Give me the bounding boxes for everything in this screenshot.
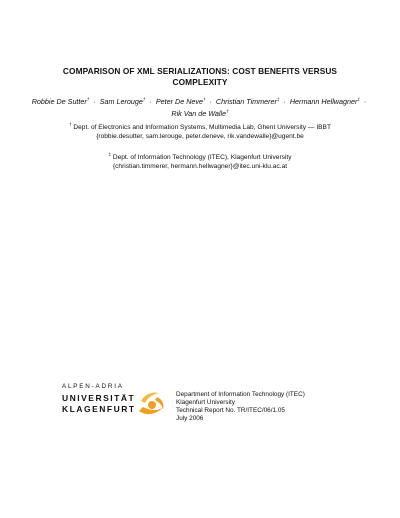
report-date: July 2006 [176,415,204,422]
author-separator: · [149,97,152,106]
report-department: Department of Information Technology (ITEC) [176,391,305,398]
affiliation-line: † Dept. of Electronics and Information Systems, Multimedia Lab, Ghent University — IBBT [69,122,331,131]
university-logo [62,383,172,431]
affiliation-emails: {robbie.desutter, sam.lerouge, peter.deneve, rik.vandewalle}@ugent.be [96,133,304,140]
author: Rik Van de Walle† [171,108,229,118]
author: Sam Lerouge† [99,97,146,106]
affiliation-klagenfurt [40,150,360,171]
author: Hermann Hellwagner‡ [289,97,360,106]
paper-title: COMPARISON OF XML SERIALIZATIONS: COST BENEFITS VERSUS COMPLEXITY [62,66,338,87]
author-separator: · [209,97,212,106]
affiliation-emails: {christian.timmerer, hermann.hellwagner}@itec.uni-klu.ac.at [112,163,288,170]
author: Peter De Neve† [155,97,206,106]
author: Robbie De Sutter† [31,97,90,106]
author-separator: · [283,97,286,106]
logo-text-line1: ALPEN-ADRIA [62,383,124,390]
report-number: Technical Report No. TR/ITEC/06/1.05 [176,407,285,414]
author-separator: · [93,97,96,106]
sunburst-logo-icon [135,387,167,417]
author-separator: · [363,97,367,106]
author: Christian Timmerer‡ [215,97,280,106]
author-list [30,95,370,118]
logo-text-line2: UNIVERSITÄT [62,393,136,403]
report-university: Klagenfurt University [176,399,235,406]
affiliation-line: ‡ Dept. of Information Technology (ITEC), Klagenfurt University [108,152,292,161]
report-info [176,391,376,423]
affiliation-ghent [40,120,360,141]
logo-text-line3: KLAGENFURT [62,404,136,414]
